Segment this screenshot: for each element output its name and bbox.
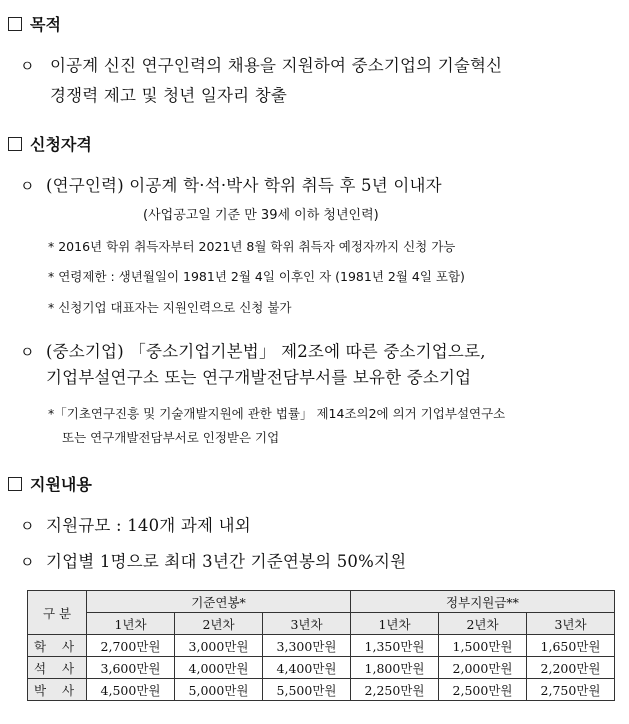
section-title: 신청자격: [30, 135, 92, 154]
year-header: 2년차: [439, 613, 527, 635]
section-box-icon: [8, 137, 22, 151]
table-cell: 2,000만원: [439, 657, 527, 679]
eligibility-note-2: * 연령제한 : 생년월일이 1981년 2월 4일 이후인 자 (1981년 2월 4일 포함): [48, 269, 465, 284]
row-label: 박 사: [28, 679, 87, 701]
support-detail: 기업별 1명으로 최대 3년간 기준연봉의 50%지원: [46, 552, 407, 571]
eligibility-note-1: * 2016년 학위 취득자부터 2021년 8월 학위 취득자 예정자까지 신청 가능: [48, 239, 456, 254]
table-cell: 1,500만원: [439, 635, 527, 657]
researcher-line-1: (연구인력) 이공계 학·석·박사 학위 취득 후 5년 이내자: [46, 176, 442, 195]
section-purpose-heading: [8, 12, 61, 35]
table-cell: 2,500만원: [439, 679, 527, 701]
circle-bullet-icon: ㅇ: [20, 343, 35, 361]
section-title: 지원내용: [30, 475, 92, 494]
year-header: 3년차: [527, 613, 615, 635]
section-box-icon: [8, 477, 22, 491]
circle-bullet-icon: ㅇ: [20, 57, 35, 75]
researcher-line-2: (사업공고일 기준 만 39세 이하 청년인력): [143, 208, 379, 223]
circle-bullet-icon: ㅇ: [20, 517, 35, 535]
table-cell: 2,750만원: [527, 679, 615, 701]
table-cell: 2,700만원: [87, 635, 175, 657]
table-cell: 2,200만원: [527, 657, 615, 679]
table-cell: 1,650만원: [527, 635, 615, 657]
table-cell: 2,250만원: [351, 679, 439, 701]
section-eligibility-heading: [8, 132, 92, 155]
support-scale: 지원규모 : 140개 과제 내외: [46, 516, 251, 535]
group-header-gov-support: 정부지원금**: [351, 591, 615, 613]
circle-bullet-icon: ㅇ: [20, 177, 35, 195]
sme-line-2: 기업부설연구소 또는 연구개발전담부서를 보유한 중소기업: [46, 368, 472, 387]
row-label: 학 사: [28, 635, 87, 657]
table-row: [28, 635, 615, 657]
table-cell: 3,000만원: [175, 635, 263, 657]
eligibility-note-3: * 신청기업 대표자는 지원인력으로 신청 불가: [48, 300, 292, 315]
table-cell: 1,350만원: [351, 635, 439, 657]
row-label: 석 사: [28, 657, 87, 679]
table-row: [28, 657, 615, 679]
table-row: [28, 679, 615, 701]
circle-bullet-icon: ㅇ: [20, 553, 35, 571]
eligibility-note-4a: *「기초연구진흥 및 기술개발지원에 관한 법률」 제14조의2에 의거 기업부설연구소: [48, 406, 506, 421]
year-header: 1년차: [87, 613, 175, 635]
section-box-icon: [8, 17, 22, 31]
table-cell: 4,000만원: [175, 657, 263, 679]
year-header: 3년차: [263, 613, 351, 635]
sme-line-1: (중소기업) 「중소기업기본법」 제2조에 따른 중소기업으로,: [46, 342, 486, 361]
year-header: 1년차: [351, 613, 439, 635]
year-header: 2년차: [175, 613, 263, 635]
table-cell: 3,300만원: [263, 635, 351, 657]
table-cell: 4,500만원: [87, 679, 175, 701]
funding-table: [27, 590, 615, 701]
purpose-line-2: 경쟁력 제고 및 청년 일자리 창출: [50, 86, 288, 105]
table-cell: 5,000만원: [175, 679, 263, 701]
table-cell: 1,800만원: [351, 657, 439, 679]
section-support-heading: [8, 472, 92, 495]
eligibility-note-4b: 또는 연구개발전담부서로 인정받은 기업: [62, 430, 280, 445]
purpose-line-1: 이공계 신진 연구인력의 채용을 지원하여 중소기업의 기술혁신: [50, 56, 503, 75]
table-cell: 3,600만원: [87, 657, 175, 679]
group-header-base-salary: 기준연봉*: [87, 591, 351, 613]
table-cell: 5,500만원: [263, 679, 351, 701]
section-title: 목적: [30, 15, 61, 34]
table-corner-header: 구 분: [28, 591, 87, 635]
table-cell: 4,400만원: [263, 657, 351, 679]
